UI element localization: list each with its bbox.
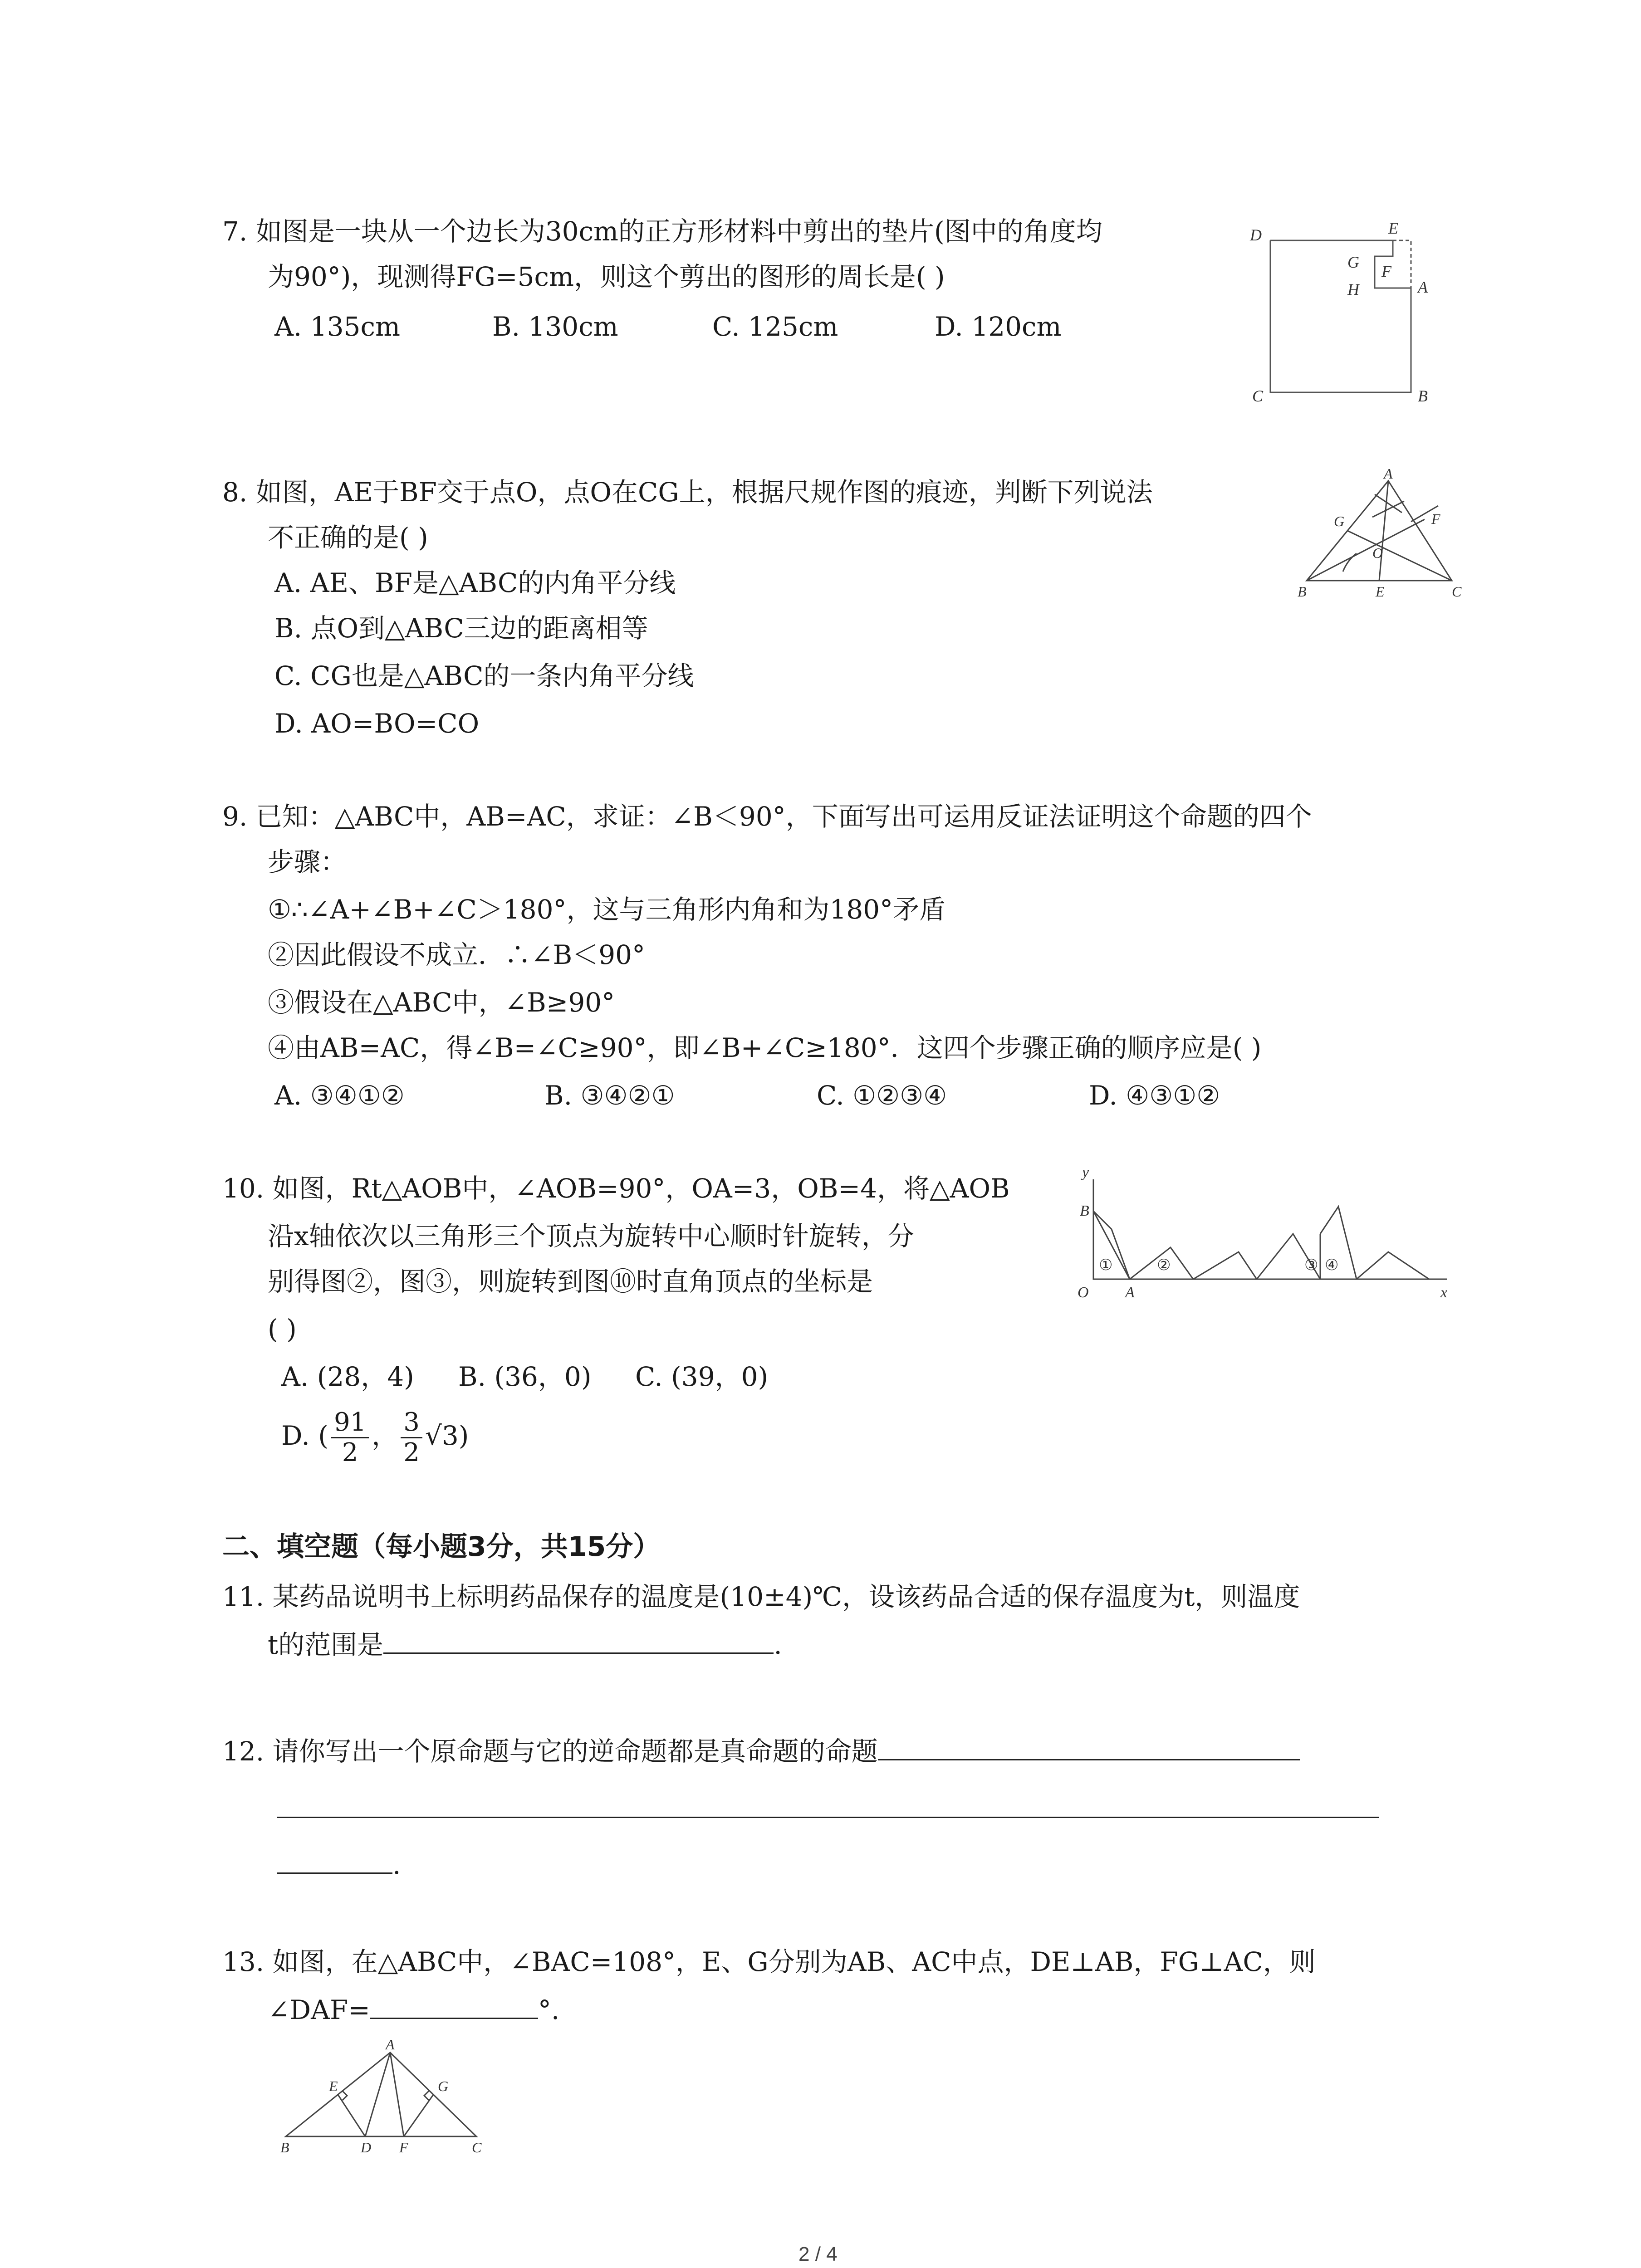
q10-line2: 沿x轴依次以三角形三个顶点为旋转中心顺时针旋转，分 [268,1221,914,1251]
q11-line2-text: t的范围是 [268,1629,384,1660]
q8-label-a: A [1384,467,1393,482]
q9-option-a: A. ③④①② [274,1080,405,1111]
q9-line2: 步骤： [268,846,347,877]
q8-label-b: B [1298,583,1307,599]
q10-rotation-figure [1057,1161,1461,1311]
q13-label-b: B [280,2139,289,2155]
q7-label-c: C [1252,387,1264,405]
q8-label-e: E [1376,583,1385,599]
q9-option-b: B. ③④②① [544,1080,675,1111]
q13-label-f: F [399,2139,408,2155]
q10-label-a: A [1125,1284,1135,1301]
q9-step2: ②因此假设不成立．∴∠B＜90° [268,939,646,970]
q8-label-o: O [1372,545,1383,561]
q8-option-b: B. 点O到△ABC三边的距离相等 [274,613,648,644]
q7-label-a: A [1418,278,1428,296]
q13-line2 [268,1991,559,2028]
q10-line3: 别得图②，图③，则旋转到图⑩时直角顶点的坐标是 [268,1266,873,1297]
q10-option-c: C. (39，0) [635,1361,769,1392]
q10-fraction-2-num: 3 [401,1408,422,1438]
q8-label-g: G [1334,513,1345,529]
q10-label-circle2: ② [1157,1257,1171,1274]
q10-fraction-1-den: 2 [342,1438,358,1468]
q10-fraction-2 [401,1408,422,1467]
q9-step1: ①∴∠A+∠B+∠C＞180°，这与三角形内角和为180°矛盾 [268,894,946,925]
q13-label-a: A [386,2037,395,2053]
q10-option-d-prefix: D. ( [281,1420,328,1451]
q8-option-d: D. AO=BO=CO [274,708,480,739]
q10-fraction-2-den: 2 [403,1438,420,1468]
q7-gasket-figure [1243,218,1447,413]
q7-label-f: F [1381,262,1391,280]
q10-label-o: O [1078,1284,1089,1301]
q12-line3-period: . [392,1849,401,1880]
q12-line1-text: 12. 请你写出一个原命题与它的逆命题都是真命题的命题 [222,1736,878,1767]
q9-step3: ③假设在△ABC中，∠B≥90° [268,987,615,1018]
q10-label-circle4: ④ [1325,1257,1339,1274]
q10-option-d-root: √3) [425,1420,469,1451]
q7-option-d: D. 120cm [935,311,1062,342]
q13-label-e: E [329,2078,338,2094]
q13-triangle-figure [272,2037,490,2155]
q7-label-h: H [1347,280,1359,298]
q7-label-d: D [1250,226,1262,244]
q10-line1: 10. 如图，Rt△AOB中，∠AOB=90°，OA=3，OB=4，将△AOB [222,1173,1010,1204]
q10-option-a: A. (28，4) [281,1361,414,1392]
q13-line2-degree: °. [538,1994,560,2025]
q8-label-f: F [1431,511,1440,527]
q13-line2-text: ∠DAF= [268,1994,370,2025]
q13-line1: 13. 如图，在△ABC中，∠BAC=108°，E、G分别为AB、AC中点，DE⊥AB，FG⊥AC，则 [222,1946,1316,1977]
q7-option-b: B. 130cm [492,311,618,342]
q10-fraction-1-num: 91 [331,1408,369,1438]
q7-option-a: A. 135cm [274,311,400,342]
q8-line1: 8. 如图，AE于BF交于点O，点O在CG上，根据尺规作图的痕迹，判断下列说法 [222,477,1153,508]
q7-option-c: C. 125cm [712,311,838,342]
q10-label-b: B [1080,1202,1089,1219]
q9-line1: 9. 已知：△ABC中，AB=AC，求证：∠B＜90°，下面写出可运用反证法证明这个命题的四个 [222,801,1312,832]
q13-answer-blank[interactable] [370,1991,538,2019]
q11-line2-period: . [774,1629,782,1660]
q12-answer-blank-2[interactable] [277,1817,1379,1818]
q12-line3 [277,1846,401,1883]
q8-option-a: A. AE、BF是△ABC的内角平分线 [274,567,676,598]
q13-label-g: G [438,2078,449,2094]
q12-line1 [222,1733,1300,1769]
page-number: 2 / 4 [798,2243,838,2265]
q11-line2 [268,1626,782,1663]
q8-label-c: C [1452,583,1462,599]
section-2-heading: 二、填空题（每小题3分，共15分） [222,1531,661,1563]
q8-option-c: C. CG也是△ABC的一条内角平分线 [274,660,694,691]
q10-label-x: x [1440,1284,1448,1301]
q13-label-c: C [472,2139,482,2155]
q11-line1: 11. 某药品说明书上标明药品保存的温度是(10±4)℃，设该药品合适的保存温度为t，则温度 [222,1581,1300,1612]
q7-label-e: E [1388,219,1398,237]
q9-option-c: C. ①②③④ [817,1080,947,1111]
q10-line4: ( ) [268,1314,297,1344]
q7-label-g: G [1347,253,1359,271]
q11-answer-blank[interactable] [383,1626,774,1654]
q7-line2: 为90°)，现测得FG=5cm，则这个剪出的图形的周长是( ) [268,261,945,292]
q8-triangle-figure [1288,467,1497,599]
q10-label-circle3: ③ [1304,1257,1318,1274]
q10-fraction-1 [331,1408,369,1467]
q10-option-b: B. (36，0) [458,1361,592,1392]
q10-label-y: y [1082,1164,1089,1181]
q12-answer-blank-3[interactable] [277,1846,392,1874]
q8-line2: 不正确的是( ) [268,522,428,553]
q7-line1: 7. 如图是一块从一个边长为30cm的正方形材料中剪出的垫片(图中的角度均 [222,216,1102,247]
q10-label-circle1: ① [1099,1257,1113,1274]
q9-step4: ④由AB=AC，得∠B=∠C≥90°，即∠B+∠C≥180°．这四个步骤正确的顺序应是( ) [268,1032,1262,1063]
q13-label-d: D [361,2139,372,2155]
q7-label-b: B [1418,387,1428,405]
q12-answer-blank-1[interactable] [878,1733,1300,1760]
q10-option-d: D. ( $\frac{91}{2}$ ， $\frac{3}{2}$ √3) [281,1408,469,1468]
q9-option-d: D. ④③①② [1089,1080,1220,1111]
